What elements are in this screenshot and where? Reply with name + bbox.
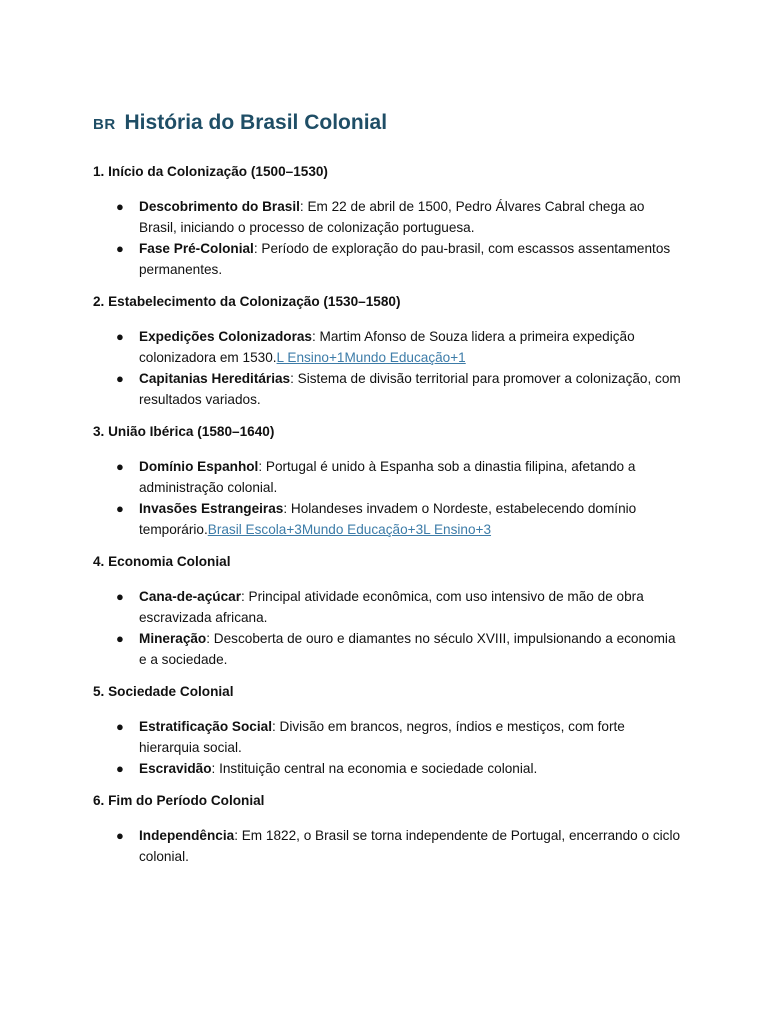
list-item	[116, 758, 683, 779]
section-heading: 5. Sociedade Colonial	[93, 684, 234, 699]
list-item	[116, 196, 683, 238]
bullet-icon: ●	[116, 589, 124, 604]
list-item	[116, 716, 683, 758]
bullet-list	[93, 586, 683, 670]
title-text: História do Brasil Colonial	[124, 111, 388, 134]
list-item	[116, 326, 683, 368]
bullet-icon: ●	[116, 631, 124, 646]
bullet-icon: ●	[116, 761, 124, 776]
list-item	[116, 628, 683, 670]
bullet-list	[93, 825, 683, 867]
bullet-icon: ●	[116, 501, 124, 516]
list-item	[116, 368, 683, 410]
item-term: Estratificação Social	[139, 719, 272, 734]
item-text: : Divisão em brancos, negros, índios e mestiços, com forte hierarquia social.	[139, 719, 625, 755]
section-heading: 2. Estabelecimento da Colonização (1530–1580)	[93, 294, 401, 309]
section-5	[93, 682, 683, 779]
item-text: : Em 1822, o Brasil se torna independente de Portugal, encerrando o ciclo colonial.	[139, 828, 681, 864]
bullet-icon: ●	[116, 371, 124, 386]
item-text: : Instituição central na economia e sociedade colonial.	[211, 761, 538, 776]
document-title	[93, 108, 683, 140]
section-3	[93, 422, 683, 540]
item-text: : Portugal é unido à Espanha sob a dinastia filipina, afetando a administração colonial.	[139, 459, 636, 495]
list-item	[116, 586, 683, 628]
item-term: Fase Pré-Colonial	[139, 241, 254, 256]
bullet-icon: ●	[116, 828, 124, 843]
item-term: Domínio Espanhol	[139, 459, 259, 474]
item-text: : Descoberta de ouro e diamantes no século XVIII, impulsionando a economia e a sociedade.	[139, 631, 676, 667]
list-item	[116, 238, 683, 280]
item-text: : Sistema de divisão territorial para promover a colonização, com resultados variados.	[139, 371, 681, 407]
bullet-list	[93, 456, 683, 540]
section-4	[93, 552, 683, 670]
bullet-icon: ●	[116, 459, 124, 474]
item-term: Capitanias Hereditárias	[139, 371, 291, 386]
document-page	[93, 108, 683, 879]
item-term: Descobrimento do Brasil	[139, 199, 300, 214]
bullet-list	[93, 716, 683, 779]
section-heading: 6. Fim do Período Colonial	[93, 793, 265, 808]
section-6	[93, 791, 683, 867]
bullet-icon: ●	[116, 329, 124, 344]
list-item	[116, 825, 683, 867]
bullet-icon: ●	[116, 719, 124, 734]
source-links[interactable]: Brasil Escola+3Mundo Educação+3L Ensino+3	[207, 522, 492, 537]
item-term: Cana-de-açúcar	[139, 589, 241, 604]
section-heading: 3. União Ibérica (1580–1640)	[93, 424, 275, 439]
item-text: : Holandeses invadem o Nordeste, estabelecendo domínio temporário.	[139, 501, 637, 537]
brazil-flag-icon: BR	[93, 116, 116, 133]
item-term: Invasões Estrangeiras	[139, 501, 284, 516]
bullet-list	[93, 196, 683, 280]
section-2	[93, 292, 683, 410]
item-term: Mineração	[139, 631, 207, 646]
item-term: Expedições Colonizadoras	[139, 329, 312, 344]
item-text: : Principal atividade econômica, com uso intensivo de mão de obra escravizada africana.	[139, 589, 644, 625]
source-links[interactable]: L Ensino+1Mundo Educação+1	[276, 350, 466, 365]
list-item	[116, 498, 683, 540]
item-term: Independência	[139, 828, 235, 843]
item-text: : Período de exploração do pau-brasil, com escassos assentamentos permanentes.	[139, 241, 671, 277]
section-heading: 4. Economia Colonial	[93, 554, 231, 569]
bullet-icon: ●	[116, 241, 124, 256]
section-1	[93, 162, 683, 280]
section-heading: 1. Início da Colonização (1500–1530)	[93, 164, 328, 179]
bullet-icon: ●	[116, 199, 124, 214]
item-text: : Em 22 de abril de 1500, Pedro Álvares Cabral chega ao Brasil, iniciando o processo de colonização portuguesa.	[139, 199, 645, 235]
list-item	[116, 456, 683, 498]
item-text: : Martim Afonso de Souza lidera a primeira expedição colonizadora em 1530.	[139, 329, 635, 365]
bullet-list	[93, 326, 683, 410]
item-term: Escravidão	[139, 761, 212, 776]
